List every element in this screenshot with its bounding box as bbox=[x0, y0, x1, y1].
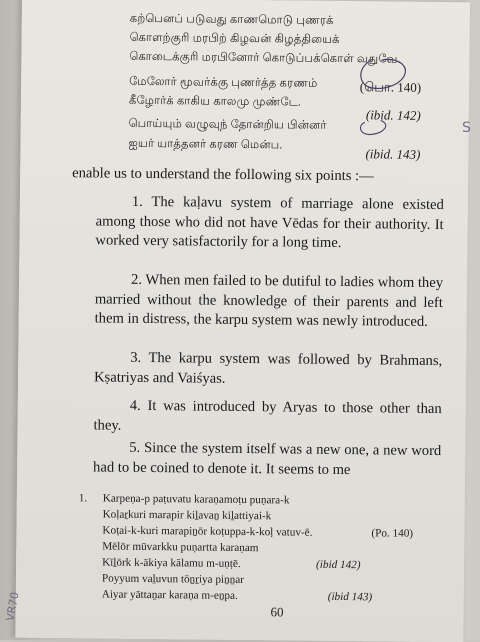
page-number: 60 bbox=[270, 604, 284, 620]
point-1-number: 1. bbox=[131, 193, 143, 210]
footnote-line-6: Poyyum vaḻuvun tōṉṟiya piṉṉar bbox=[101, 572, 245, 587]
tamil-verse-line-7: ஐயர் யாத்தனர் கரண மென்ப. bbox=[128, 137, 283, 152]
tamil-verse-line-5: கீழோர்க் காகிய காலமு முண்டே. bbox=[128, 94, 302, 109]
tamil-verse-line-1: கற்பெனப் படுவது காணமொடு புணரக் bbox=[129, 12, 334, 27]
point-5 bbox=[93, 438, 441, 481]
verse-ref-2-text: (ibid. 142) bbox=[365, 107, 421, 123]
footnote-ref-3: (ibid 143) bbox=[327, 590, 373, 604]
tamil-verse-line-2: கொளற்குரி மரபிற் கிழவன் கிழத்தியைக் bbox=[129, 31, 340, 46]
point-3-text: The karpu system was followed by Brahmans, Kṣatriyas and Vaiśyas. bbox=[93, 349, 443, 387]
footnote-line-2: Koḷaṟkuri marapir kiḻavaṉ kiḻattiyai-k bbox=[102, 508, 272, 523]
point-2 bbox=[95, 270, 444, 332]
footnote-ref-2: (ibid 142) bbox=[316, 558, 361, 572]
tamil-verse-line-6: பொய்யும் வழுவுந் தோன்றிய பின்னர் bbox=[128, 117, 327, 132]
verse-ref-3 bbox=[365, 146, 420, 163]
point-5-text: Since the system itself was a new one, a new word had to be coined to denote it. It seems to me bbox=[93, 439, 442, 478]
pen-annotation-circles bbox=[351, 56, 422, 137]
point-5-number: 5. bbox=[129, 439, 141, 456]
footnote-line-7: Aiyar yāttaṉar karaṇa m-eṉpa. bbox=[101, 588, 238, 602]
point-4-text: It was introduced by Aryas to those other than they. bbox=[93, 397, 442, 434]
footnote-line-4: Mēlōr mūvarkku puṇartta karaṇam bbox=[102, 540, 259, 555]
point-1 bbox=[95, 192, 444, 254]
point-4 bbox=[93, 396, 441, 439]
footnote-line-5: Kīḻōrk k-ākiya kālamu m-uṇṭē. bbox=[102, 556, 241, 570]
margin-mark-s: S bbox=[462, 120, 471, 136]
point-1-text: The kaḷavu system of marriage alone existed among those who did not have Vēdas for their authority. It worked very satisfactorily for a long time. bbox=[95, 194, 444, 252]
point-2-text: When men failed to be dutiful to ladies whom they married without the knowledge of their parents and left them in distress, the karpu system was newly introduced. bbox=[94, 271, 444, 331]
point-3 bbox=[94, 348, 442, 391]
footnote-line-1: Karpeṇa-p paṭuvatu karaṇamoṭu puṇara-k bbox=[102, 492, 290, 507]
verse-ref-3-text: (ibid. 143) bbox=[365, 146, 421, 162]
verse-ref-1: (பொ. 140) bbox=[359, 79, 422, 95]
tamil-verse-line-4: மேலோர் மூவர்க்கு புணர்த்த கரணம் bbox=[129, 75, 318, 90]
margin-mark-vr70: VR70 bbox=[3, 591, 22, 622]
tamil-verse-line-3: கொடைக்குரி மரபினோர் கொடுப்பக்கொள் வதுவே. bbox=[129, 50, 401, 66]
book-page bbox=[15, 0, 470, 642]
point-4-number: 4. bbox=[129, 397, 141, 414]
footnote-line-3: Koṭai-k-kuri marapiṉōr koṭuppa-k-koḷ vatuv-ē. bbox=[102, 524, 313, 539]
point-3-number: 3. bbox=[130, 349, 142, 366]
intro-line: enable us to understand the following six points :— bbox=[72, 165, 374, 185]
footnote-marker: 1. bbox=[78, 492, 88, 505]
footnote-ref-1: (Po. 140) bbox=[371, 527, 414, 540]
point-2-number: 2. bbox=[130, 271, 143, 288]
